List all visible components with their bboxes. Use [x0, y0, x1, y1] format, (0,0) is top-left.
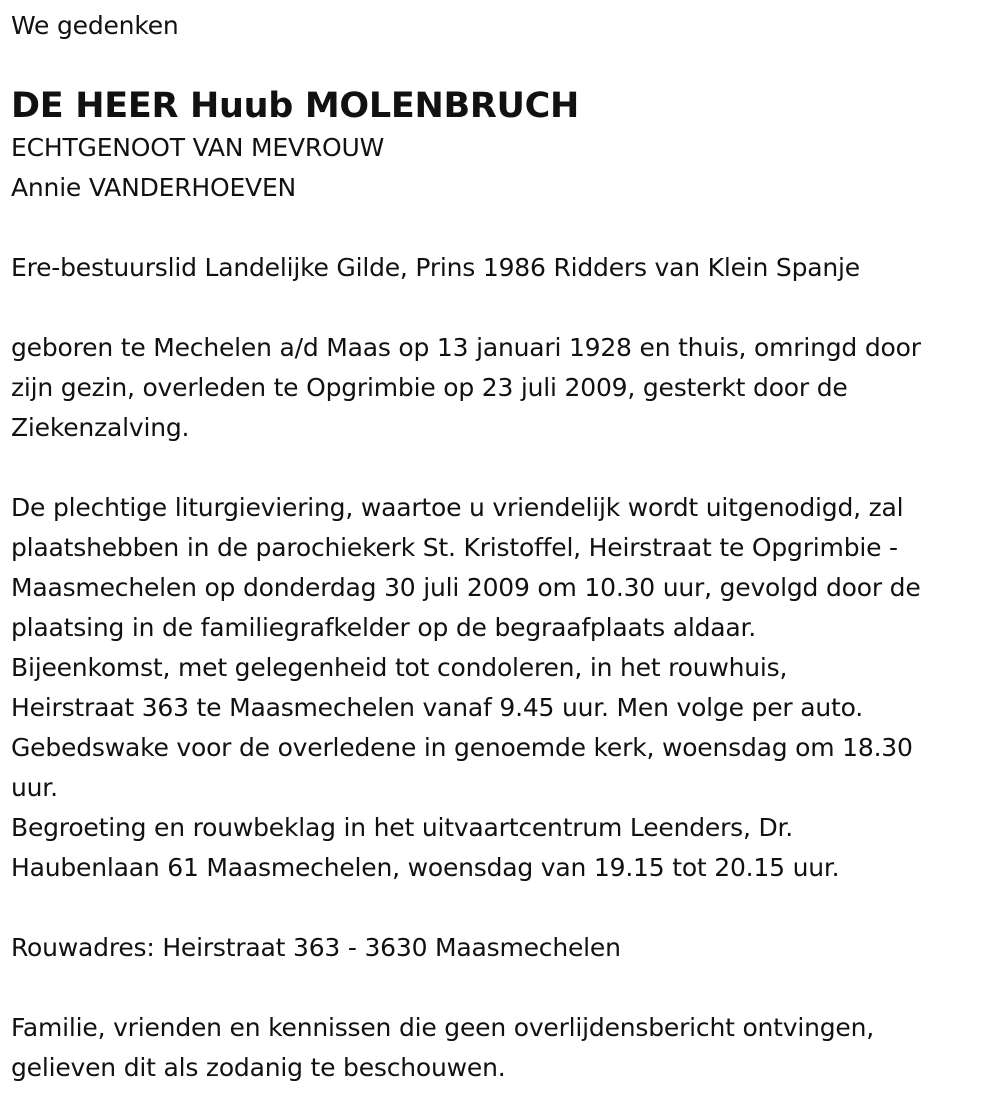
paragraph-line: uur. [11, 773, 58, 802]
deceased-name: DE HEER Huub MOLENBRUCH [11, 86, 579, 126]
intro-text: We gedenken [11, 11, 179, 40]
paragraph-line: Maasmechelen op donderdag 30 juli 2009 om 10.30 uur, gevolgd door de [11, 573, 921, 602]
spacer [11, 888, 1000, 928]
paragraph-line: Gebedswake voor de overledene in genoemde kerk, woensdag om 18.30 [11, 733, 913, 762]
paragraph-line: zijn gezin, overleden te Opgrimbie op 23 juli 2009, gesterkt door de [11, 373, 848, 402]
paragraph-line: Heirstraat 363 te Maasmechelen vanaf 9.45 uur. Men volge per auto. [11, 693, 863, 722]
spacer [11, 968, 1000, 1008]
closing-paragraph [11, 1008, 1000, 1088]
paragraph-line: Bijeenkomst, met gelegenheid tot condoleren, in het rouwhuis, [11, 653, 788, 682]
title-line: Ere-bestuurslid Landelijke Gilde, Prins 1986 Ridders van Klein Spanje [11, 253, 860, 282]
paragraph-line: Ziekenzalving. [11, 413, 190, 442]
paragraph-line: Haubenlaan 61 Maasmechelen, woensdag van 19.15 tot 20.15 uur. [11, 853, 840, 882]
paragraph-line: plaatsing in de familiegrafkelder op de begraafplaats aldaar. [11, 613, 757, 642]
spacer [11, 288, 1000, 328]
mourning-address: Rouwadres: Heirstraat 363 - 3630 Maasmechelen [11, 933, 621, 962]
paragraph-line: Familie, vrienden en kennissen die geen overlijdensbericht ontvingen, [11, 1013, 875, 1042]
paragraph-line: De plechtige liturgieviering, waartoe u vriendelijk wordt uitgenodigd, zal [11, 493, 904, 522]
paragraph-line: Begroeting en rouwbeklag in het uitvaartcentrum Leenders, Dr. [11, 813, 794, 842]
birth-death-paragraph [11, 328, 1000, 448]
spacer [11, 448, 1000, 488]
paragraph-line: gelieven dit als zodanig te beschouwen. [11, 1053, 506, 1082]
spouse-line-2: Annie VANDERHOEVEN [11, 173, 297, 202]
ceremony-paragraph [11, 488, 1000, 888]
paragraph-line: plaatshebben in de parochiekerk St. Kristoffel, Heirstraat te Opgrimbie - [11, 533, 898, 562]
spacer [11, 208, 1000, 248]
paragraph-line: geboren te Mechelen a/d Maas op 13 januari 1928 en thuis, omringd door [11, 333, 921, 362]
spouse-line-1: ECHTGENOOT VAN MEVROUW [11, 133, 385, 162]
